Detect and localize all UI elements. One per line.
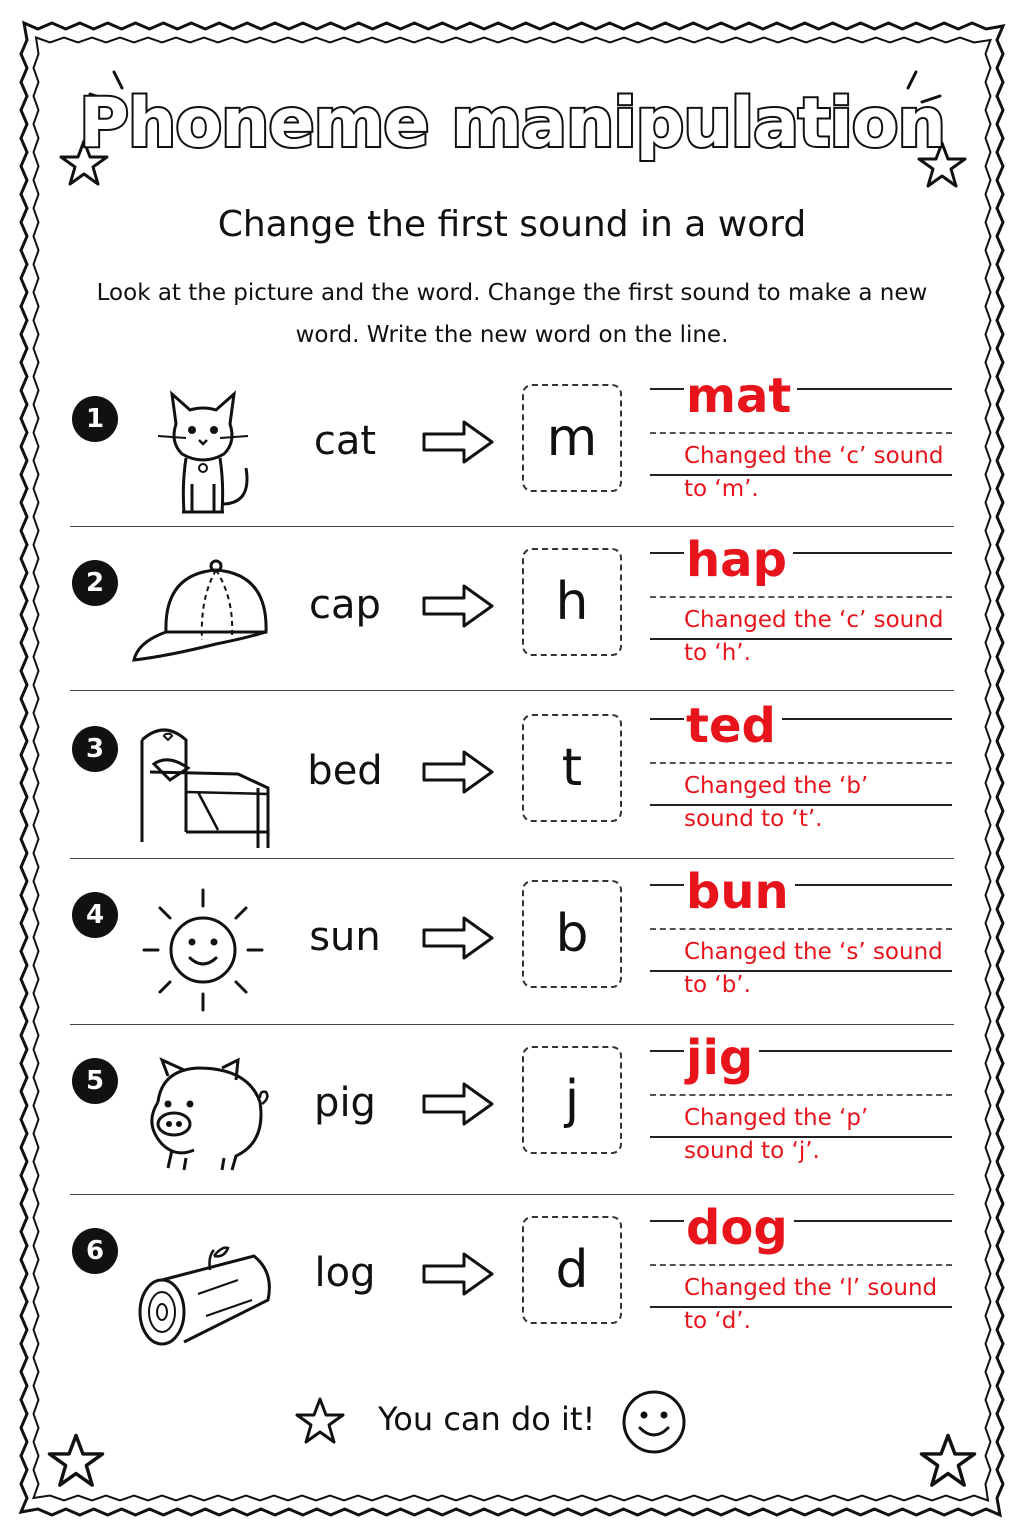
row-divider: [70, 1194, 954, 1195]
question-number: 2: [72, 560, 118, 606]
source-word: pig: [314, 1080, 376, 1126]
exercise-row: [0, 532, 1024, 726]
question-number: 1: [72, 396, 118, 442]
answer-word: bun: [684, 864, 795, 920]
answer-word: mat: [684, 368, 797, 424]
footer: [0, 1394, 1024, 1454]
question-number: 5: [72, 1058, 118, 1104]
pig-icon: [128, 1046, 278, 1186]
answer-note: Changed the ‘b’ sound to ‘t’.: [684, 773, 869, 832]
new-sound-box: d: [522, 1216, 622, 1324]
arrow-right-icon: [420, 582, 496, 630]
encouragement-text: You can do it!: [378, 1400, 596, 1438]
question-number: 4: [72, 892, 118, 938]
arrow-right-icon: [420, 1250, 496, 1298]
row-divider: [70, 858, 954, 859]
question-number: 6: [72, 1228, 118, 1274]
answer-word: dog: [684, 1200, 794, 1256]
exercise-row: [0, 368, 1024, 562]
answer-note: Changed the ‘c’ sound to ‘h’.: [684, 607, 944, 666]
exercise-row: [0, 698, 1024, 892]
bed-icon: [128, 714, 278, 854]
answer-note: Changed the ‘c’ sound to ‘m’.: [684, 443, 944, 502]
answer-word: jig: [684, 1030, 759, 1086]
arrow-right-icon: [420, 418, 496, 466]
answer-note: Changed the ‘p’ sound to ‘j’.: [684, 1105, 869, 1164]
instructions: Look at the picture and the word. Change the first sound to make a new word. Write the new word on the line.: [96, 280, 928, 348]
arrow-right-icon: [420, 914, 496, 962]
answer-note: Changed the ‘l’ sound to ‘d’.: [684, 1275, 938, 1334]
row-divider: [70, 526, 954, 527]
exercise-row: [0, 1030, 1024, 1224]
cap-icon: [128, 548, 278, 688]
log-icon: [128, 1216, 278, 1356]
arrow-right-icon: [420, 748, 496, 796]
source-word: bed: [307, 748, 383, 794]
star-icon: [294, 1396, 346, 1448]
row-divider: [70, 690, 954, 691]
new-sound-box: m: [522, 384, 622, 492]
new-sound-box: j: [522, 1046, 622, 1154]
source-word: cap: [309, 582, 381, 628]
source-word: sun: [309, 914, 381, 960]
page-subtitle: Change the first sound in a word: [217, 204, 807, 245]
source-word: log: [314, 1250, 376, 1296]
arrow-right-icon: [420, 1080, 496, 1128]
new-sound-box: t: [522, 714, 622, 822]
sun-icon: [128, 880, 278, 1020]
new-sound-box: b: [522, 880, 622, 988]
row-divider: [70, 1024, 954, 1025]
cat-icon: [128, 384, 278, 524]
smiley-icon: [620, 1388, 688, 1456]
exercise-row: [0, 864, 1024, 1058]
answer-word: ted: [684, 698, 782, 754]
exercise-row: [0, 1200, 1024, 1394]
source-word: cat: [313, 418, 377, 464]
page-title: Phoneme manipulation: [79, 84, 945, 163]
answer-word: hap: [684, 532, 793, 588]
new-sound-box: h: [522, 548, 622, 656]
answer-note: Changed the ‘s’ sound to ‘b’.: [684, 939, 943, 998]
question-number: 3: [72, 726, 118, 772]
